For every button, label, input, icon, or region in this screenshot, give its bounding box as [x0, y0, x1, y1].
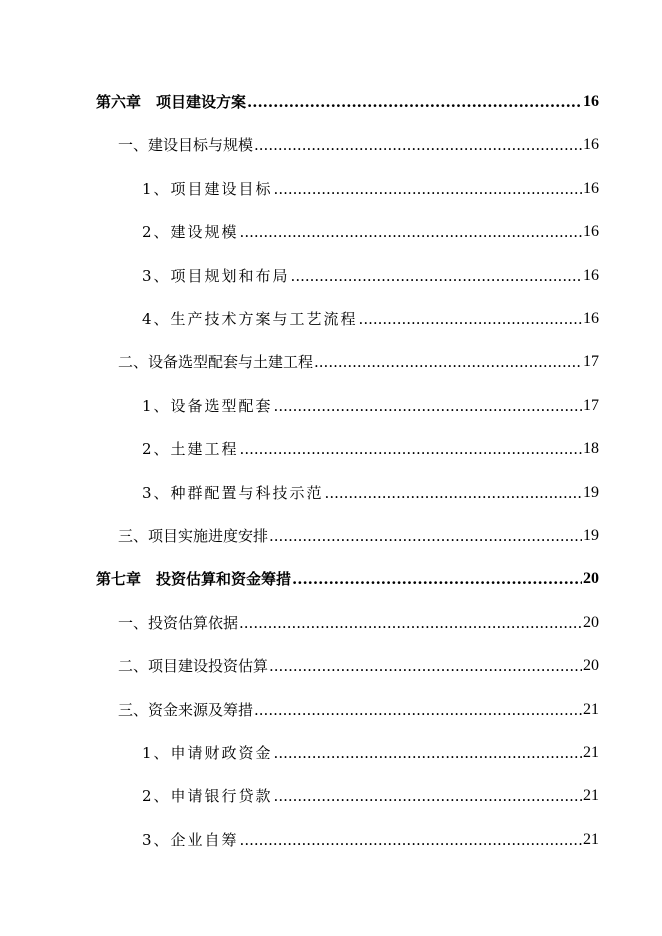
toc-leader-dots: [274, 786, 582, 806]
toc-subsection-entry[interactable]: [142, 175, 599, 199]
toc-section-entry[interactable]: [118, 348, 599, 372]
toc-entry-title: 3、种群配置与科技示范: [142, 483, 324, 502]
toc-leader-dots: [239, 613, 582, 633]
toc-entry-title: 4、生产技术方案与工艺流程: [142, 310, 358, 328]
toc-section-entry[interactable]: [118, 652, 599, 676]
toc-entry-title: 1、申请财政资金: [142, 744, 273, 762]
toc-leader-dots: [291, 266, 582, 286]
toc-chapter-entry[interactable]: [96, 88, 599, 112]
toc-page-number: 16: [583, 223, 599, 241]
toc-leader-dots: [274, 179, 582, 199]
toc-page-number: 19: [583, 527, 599, 544]
toc-subsection-entry[interactable]: [142, 262, 599, 286]
toc-entry-title: 三、资金来源及筹措: [118, 700, 254, 719]
toc-leader-dots: [240, 439, 582, 459]
toc-chapter-entry[interactable]: [96, 565, 599, 589]
toc-page-number: 20: [583, 657, 599, 675]
toc-page-number: 18: [583, 440, 599, 458]
toc-entry-title: 二、项目建设投资估算: [118, 657, 269, 676]
toc-leader-dots: [240, 222, 582, 242]
toc-entry-title: 2、建设规模: [142, 223, 239, 242]
toc-page-number: 16: [583, 179, 599, 197]
toc-subsection-entry[interactable]: [142, 479, 599, 503]
toc-leader-dots: [254, 135, 582, 155]
toc-section-entry[interactable]: [118, 131, 599, 155]
toc-section-entry[interactable]: [118, 696, 599, 720]
toc-page-number: 21: [583, 787, 599, 805]
toc-page-number: 17: [583, 396, 599, 414]
toc-subsection-entry[interactable]: [142, 782, 599, 806]
toc-page-number: 20: [583, 570, 599, 588]
toc-entry-title: 第七章 投资估算和资金筹措: [96, 570, 292, 589]
toc-page-number: 21: [583, 744, 599, 761]
toc-entry-title: 3、企业自筹: [142, 830, 239, 849]
toc-page-number: 16: [583, 136, 599, 154]
toc-entry-title: 一、投资估算依据: [118, 613, 239, 632]
toc-leader-dots: [274, 743, 582, 763]
toc-entry-title: 一、建设目标与规模: [118, 136, 254, 155]
toc-leader-dots: [254, 700, 582, 720]
toc-entry-title: 三、项目实施进度安排: [118, 527, 269, 545]
toc-leader-dots: [359, 309, 582, 329]
toc-entry-title: 2、土建工程: [142, 440, 239, 459]
toc-leader-dots: [247, 92, 582, 112]
toc-page-number: 21: [583, 700, 599, 718]
toc-subsection-entry[interactable]: [142, 218, 599, 242]
toc-entry-title: 3、项目规划和布局: [142, 266, 290, 285]
toc-leader-dots: [269, 656, 582, 676]
toc-leader-dots: [240, 830, 582, 850]
toc-entry-title: 1、项目建设目标: [142, 179, 273, 198]
toc-section-entry[interactable]: [118, 609, 599, 633]
toc-entry-title: 2、申请银行贷款: [142, 787, 273, 806]
toc-section-entry[interactable]: [118, 522, 599, 546]
toc-entry-title: 1、设备选型配套: [142, 396, 273, 415]
toc-leader-dots: [274, 396, 582, 416]
toc-leader-dots: [325, 483, 582, 503]
toc-page-number: 16: [583, 310, 599, 327]
toc-subsection-entry[interactable]: [142, 739, 599, 763]
toc-page-number: 21: [583, 830, 599, 848]
toc-leader-dots: [292, 569, 582, 589]
toc-page-number: 17: [583, 353, 599, 371]
toc-subsection-entry[interactable]: [142, 305, 599, 329]
toc-subsection-entry[interactable]: [142, 435, 599, 459]
toc-page-number: 16: [583, 93, 599, 110]
toc-page-number: 16: [583, 266, 599, 284]
toc-subsection-entry[interactable]: [142, 826, 599, 850]
toc-leader-dots: [269, 526, 582, 546]
toc-page-number: 20: [583, 613, 599, 631]
toc-entry-title: 二、设备选型配套与土建工程: [118, 353, 314, 372]
toc-page-number: 19: [583, 483, 599, 501]
toc-entry-title: 第六章 项目建设方案: [96, 93, 247, 111]
toc-leader-dots: [314, 352, 582, 372]
toc-subsection-entry[interactable]: [142, 392, 599, 416]
